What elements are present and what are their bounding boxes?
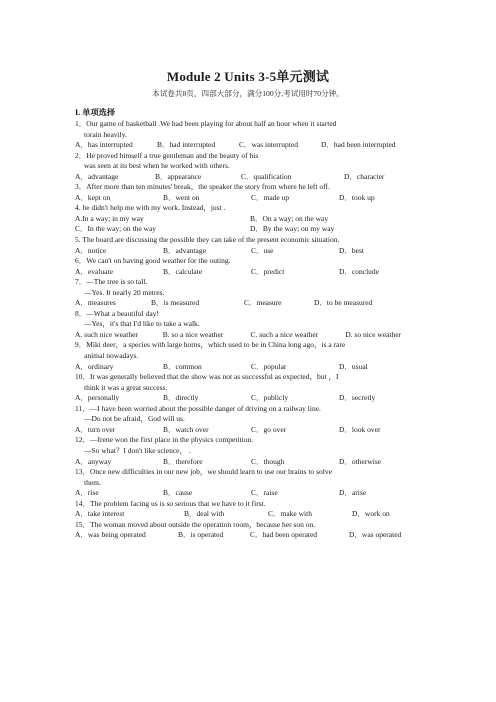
options-row [75,425,425,436]
question-stem-line: 11．—I have been worried about the possible danger of driving on a railway line. [75,403,321,413]
answer-option[interactable]: D．usual [339,361,368,371]
options-row [75,362,425,373]
answer-option[interactable]: C．made up [251,192,290,202]
answer-option[interactable]: D．By the way; on my way [250,224,335,234]
question-stem-line: 2．He proved himself a true gentleman and the beauty of his [75,150,259,160]
question-stem-line: 14．The problem facing us is so serious that we have to it first. [75,498,266,508]
answer-option[interactable]: A．kept on [75,192,111,202]
answer-option[interactable]: C．had been operated [250,530,318,540]
answer-option[interactable]: D．otherwise [339,456,382,466]
answer-option[interactable]: C．raise [251,488,278,498]
answer-option[interactable]: B．common [163,361,202,371]
options-row [75,172,425,183]
question-stem-line: —Yes，it's that I'd like to take a walk. [84,319,200,329]
answer-option[interactable]: A. such nice weather [75,329,138,339]
question-stem-line: —So what？I don't like science， . [84,445,191,455]
question-stem-line: 15．The woman moved about outside the operation room，because her son on. [75,519,316,529]
question-stem-line: —Do not be afraid，God will us. [84,414,185,424]
answer-option[interactable]: D．best [339,245,364,255]
answer-option[interactable]: B．appearance [155,171,202,181]
options-row [75,298,425,309]
answer-option[interactable]: B．is operated [178,530,224,540]
answer-option[interactable]: A．was being operated [75,530,146,540]
question-stem-line: animal nowadays. [84,351,139,361]
answer-option[interactable]: C．though [251,456,285,466]
answer-option[interactable]: B．had interrupted [157,140,216,150]
answer-option[interactable]: A．turn over [75,424,116,434]
question-stem-line: think it was a great success. [84,382,168,392]
question-stem-line: 6．We can't on having good weather for the outing. [75,256,231,266]
question-stem-line: 10．It was generally believed that the show was not as successful as expected，but ，I [75,372,339,382]
answer-option[interactable]: C．In the way; on the way [75,224,157,234]
answer-option[interactable]: A．rise [75,488,99,498]
answer-option[interactable]: B．is measured [151,298,200,308]
question-stem-line: 8．—What a beautiful day! [75,308,159,318]
options-row [75,457,425,468]
question-stem-line: 1．Our game of basketball .We had been playing for about half an hour when it started [75,119,337,128]
options-row [75,193,425,204]
answer-option[interactable]: B．deal with [184,509,225,519]
answer-option[interactable]: C．measure [244,298,282,308]
exam-instructions: 本试卷共8页，四部大部分，满分100分,考试用时70分钟。 [152,89,344,98]
answer-option[interactable]: B．therefore [163,456,203,466]
question-stem-line: 4. he didn't help me with my work. Instead，just . [75,203,226,213]
options-row [75,224,425,235]
answer-option[interactable]: D．secretly [339,393,376,403]
answer-option[interactable]: C．popular [251,361,287,371]
answer-option[interactable]: A．measures [75,298,116,308]
question-stem-line: 9．Miki deer，a species with large horns，which used to be in China long ago，is a rare [75,340,346,350]
answer-option[interactable]: D．had been interrupted [321,140,396,150]
answer-option[interactable]: A．ordinary [75,361,114,371]
answer-option[interactable]: D．was operated [349,530,402,540]
answer-option[interactable]: D．conclude [339,266,379,276]
answer-option[interactable]: B．went on [163,192,200,202]
answer-option[interactable]: A．advantage [75,171,119,181]
answer-option[interactable]: A．has interrupted [75,140,133,150]
answer-option[interactable]: A．personally [75,393,120,403]
answer-option[interactable]: C．predict [251,266,285,276]
answer-option[interactable]: D．work on [352,509,390,519]
options-row [75,267,425,278]
answer-option[interactable]: A．anyway [75,456,112,466]
question-stem-line: 7．—The tree is so tall. [75,277,148,287]
options-row [75,330,425,341]
question-stem-line: torain heavily. [84,129,127,139]
question-stem-line: —Yes. It nearly 20 metres. [84,287,165,297]
answer-option[interactable]: B. so a nice weather [162,329,224,339]
answer-option[interactable]: D．look over [339,424,381,434]
answer-option[interactable]: C. such a nice weather [250,329,319,339]
answer-option[interactable]: C．was interrupted [239,140,298,150]
answer-option[interactable]: A．take interest [75,509,125,519]
question-stem-line: them. [84,477,101,487]
question-list [75,119,425,541]
question-stem-line: 12．—Irene won the first place in the physics competition. [75,435,254,445]
options-row [75,140,425,151]
answer-option[interactable]: A．notice [75,245,107,255]
answer-option[interactable]: B．On a way; on the way [250,213,329,223]
question-stem-line: 3．After more than ten minutes' break，the speaker the story from where he left off. [75,182,330,192]
answer-option[interactable]: C．qualification [241,171,292,181]
answer-option[interactable]: C．publicly [251,393,289,403]
answer-option[interactable]: B．calculate [163,266,203,276]
answer-option[interactable]: B．directly [163,393,199,403]
question-stem-line: 13．Once new difficulties in our new job，we should learn to use our brains to solve [75,467,332,477]
answer-option[interactable]: B．advantage [163,245,206,255]
question-stem-line: was seen at its best when he worked with others. [84,161,230,171]
options-row [75,393,425,404]
options-row [75,530,425,541]
options-row [75,509,425,520]
answer-option[interactable]: A．evaluate [75,266,113,276]
section-heading: I. 单项选择 [75,108,116,117]
options-row [75,488,425,499]
answer-option[interactable]: C．make with [268,509,312,519]
answer-option[interactable]: B．watch over [163,424,209,434]
question-stem-line: 5. The board are discussing the possible they can take of the present economic situation. [75,235,340,245]
answer-option[interactable]: D．character [344,171,385,181]
answer-option[interactable]: D．to be measured [314,298,373,308]
options-row [75,214,425,225]
answer-option[interactable]: C．use [251,245,274,255]
answer-option[interactable]: B．cause [163,488,193,498]
answer-option[interactable]: D. so nice weather [345,329,402,339]
options-row [75,246,425,257]
answer-option[interactable]: D．took up [339,192,375,202]
answer-option[interactable]: D．arise [339,488,367,498]
answer-option[interactable]: A.In a way; in my way [75,213,144,223]
exam-title: Module 2 Units 3-5单元测试 [166,69,330,84]
answer-option[interactable]: C．go over [251,424,287,434]
